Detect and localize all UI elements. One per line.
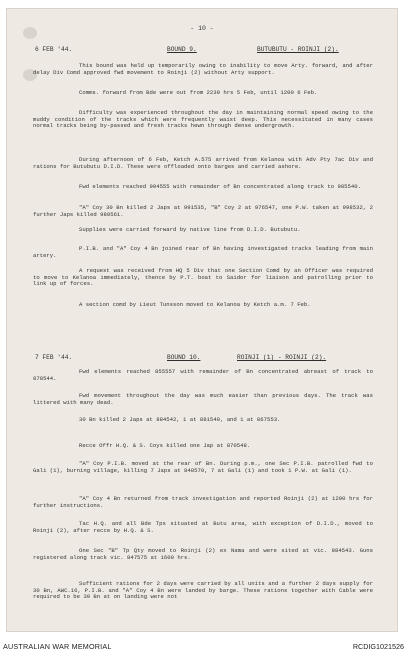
paragraph: Tac H.Q. and all Bde Tps situated at Butu area, with exception of D.I.D., moved to Roinji (2), after recce by H.Q. & S. — [33, 520, 373, 534]
page-number: - 10 - — [190, 25, 214, 32]
paragraph: Fwd elements reached 904555 with remainder of Bn concentrated along track to 985540. — [79, 183, 361, 190]
bound-heading: BOUND 9. — [167, 46, 197, 53]
paragraph: Comms. forward from Bde were out from 2230 hrs 5 Feb, until 1200 6 Feb. — [79, 89, 318, 96]
paragraph: "A" Coy P.I.B. moved at the rear of Bn. During p.m., one Sec P.I.B. patrolled fwd to Gali (1), burning village, killing 7 Japs at 848570, 7 at Gali (1) and took 1 P.W. at Gali (1). — [33, 460, 373, 474]
paragraph: One Sec "B" Tp Qty moved to Roinji (2) ex Nama and were sited at vic. 884543. Guns registered along track vic. 847575 at 1600 hrs. — [33, 547, 373, 561]
paragraph: Fwd elements reached 855557 with remainder of Bn concentrated abreast of track to 878544. — [33, 368, 373, 382]
paragraph: Supplies were carried forward by native line from D.I.D. Butubutu. — [79, 226, 301, 233]
paragraph: Fwd movement throughout the day was much easier than previous days. The track was littered with many dead. — [33, 392, 373, 406]
paragraph: During afternoon of 6 Feb, Ketch A.575 arrived from Kelanoa with Adv Pty 7ac Div and rations for Butubutu D.I.D. These were offloaded onto barges and carried ashore. — [33, 156, 373, 170]
paragraph: "A" Coy 30 Bn killed 2 Japs at 991535, "B" Coy 2 at 976547, one P.W. taken at 998532, 2 further Japs killed 980561. — [33, 204, 373, 218]
paragraph: 30 Bn killed 2 Japs at 884542, 1 at 881549, and 1 at 867553. — [79, 416, 281, 423]
paragraph: A request was received from HQ 5 Div that one Section Comd by an Officer was required to move to Kelanoa immediately, thence by P.T. boat to Saidor for liaison and patrolling prior to link up of forces. — [33, 267, 373, 288]
section-date: 7 FEB '44. — [35, 354, 73, 361]
archive-id: RCDIG1021526 — [352, 642, 404, 651]
paragraph: A section comd by Lieut Tunsson moved to Kelanoa by Ketch a.m. 7 Feb. — [79, 301, 311, 308]
paragraph: Difficulty was experienced throughout the day in maintaining normal speed owing to the muddy condition of the tracks which were frequently waist deep. This necessitated in many cases normal tracks being by-passed and fresh tracks hewn through dense undergrowth. — [33, 109, 373, 130]
section-date: 6 FEB '44. — [35, 46, 73, 53]
paragraph: This bound was held up temporarily owing to inability to move Arty. forward, and after delay Div Comd approved fwd movement to Roinji (2) without Arty support. — [33, 62, 373, 76]
route-heading: ROINJI (1) - ROINJI (2). — [237, 354, 327, 361]
paragraph: "A" Coy 4 Bn returned from track investigation and reported Roinji (2) at 1200 hrs for further instructions. — [33, 495, 373, 509]
paragraph: P.I.B. and "A" Coy 4 Bn joined rear of Bn having investigated tracks leading from main artery. — [33, 245, 373, 259]
route-heading: BUTUBUTU - ROINJI (2). — [257, 46, 339, 53]
paragraph: Sufficient rations for 2 days were carried by all units and a further 2 days supply for 30 Bn, AWC.16, P.I.B. and "A" Coy 4 Bn were landed by barge. These rations together with Cable were required to be 30 Bn at on landing were not — [33, 580, 373, 601]
document-page — [6, 8, 398, 632]
archive-footer — [0, 640, 407, 654]
bound-heading: BOUND 10. — [167, 354, 201, 361]
paragraph: Recce Offr H.Q. & S. Coys killed one Jap at 870548. — [79, 442, 251, 449]
archive-name: AUSTRALIAN WAR MEMORIAL — [3, 642, 112, 651]
